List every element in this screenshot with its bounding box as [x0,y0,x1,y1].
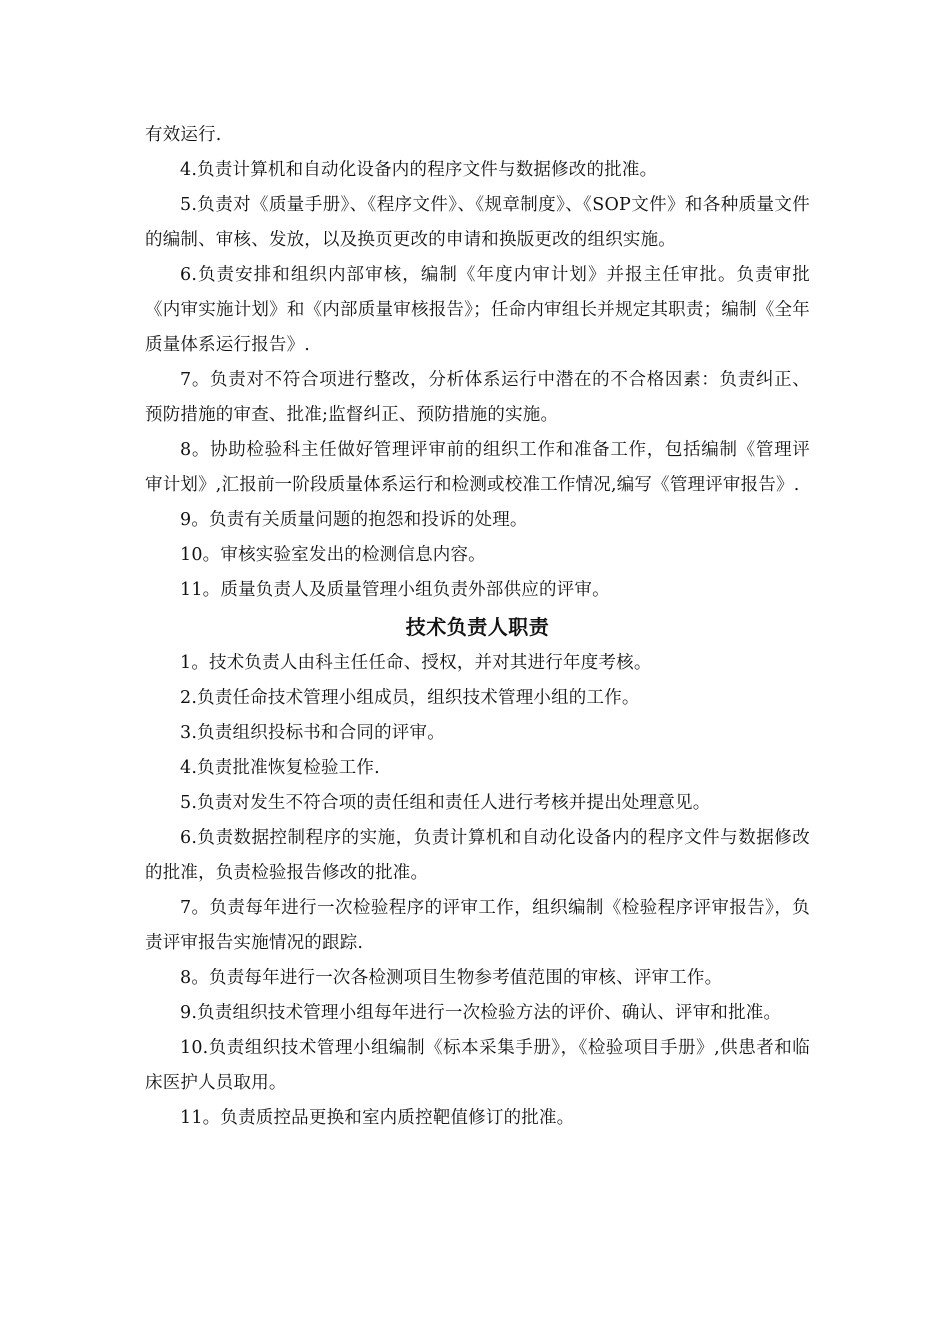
tech-paragraph-item-1: 1。技术负责人由科主任任命、授权，并对其进行年度考核。 [180,653,652,673]
paragraph-item-7: 7。负责对不符合项进行整改，分析体系运行中潜在的不合格因素：负责纠正、预防措施的审查、批准;监督纠正、预防措施的实施。 [145,370,810,425]
paragraph-item-9: 9。负责有关质量问题的抱怨和投诉的处理。 [180,510,528,530]
paragraph-item-4: 4.负责计算机和自动化设备内的程序文件与数据修改的批准。 [180,160,658,180]
tech-paragraph-item-2: 2.负责任命技术管理小组成员，组织技术管理小组的工作。 [180,688,640,708]
paragraph-item-10: 10。审核实验室发出的检测信息内容。 [180,545,486,565]
tech-paragraph-item-11: 11。负责质控品更换和室内质控靶值修订的批准。 [180,1108,575,1128]
tech-paragraph-item-8: 8。负责每年进行一次各检测项目生物参考值范围的审核、评审工作。 [180,968,723,988]
paragraph-continuation: 有效运行. [145,125,222,145]
tech-paragraph-item-10: 10.负责组织技术管理小组编制《标本采集手册》，《检验项目手册》,供患者和临床医护人员取用。 [145,1038,810,1093]
tech-paragraph-item-5: 5.负责对发生不符合项的责任组和责任人进行考核并提出处理意见。 [180,793,711,813]
tech-paragraph-item-4: 4.负责批准恢复检验工作. [180,758,380,778]
document-body [145,118,810,1136]
tech-paragraph-item-9: 9.负责组织技术管理小组每年进行一次检验方法的评价、确认、评审和批准。 [180,1003,782,1023]
section-heading: 技术负责人职责 [405,615,550,639]
tech-paragraph-item-3: 3.负责组织投标书和合同的评审。 [180,723,445,743]
paragraph-item-6: 6.负责安排和组织内部审核，编制《年度内审计划》并报主任审批。负责审批《内审实施计划》和《内部质量审核报告》；任命内审组长并规定其职责；编制《全年质量体系运行报告》. [145,265,810,355]
paragraph-item-8: 8。协助检验科主任做好管理评审前的组织工作和准备工作，包括编制《管理评审计划》,汇报前一阶段质量体系运行和检测或校准工作情况,编写《管理评审报告》. [145,440,810,495]
tech-paragraph-item-7: 7。负责每年进行一次检验程序的评审工作，组织编制《检验程序评审报告》，负责评审报告实施情况的跟踪. [145,898,810,953]
paragraph-item-5: 5.负责对《质量手册》、《程序文件》、《规章制度》、《SOP文件》和各种质量文件的编制、审核、发放，以及换页更改的申请和换版更改的组织实施。 [145,195,810,250]
tech-paragraph-item-6: 6.负责数据控制程序的实施，负责计算机和自动化设备内的程序文件与数据修改的批准，负责检验报告修改的批准。 [145,828,810,883]
paragraph-item-11: 11。质量负责人及质量管理小组负责外部供应的评审。 [180,580,610,600]
